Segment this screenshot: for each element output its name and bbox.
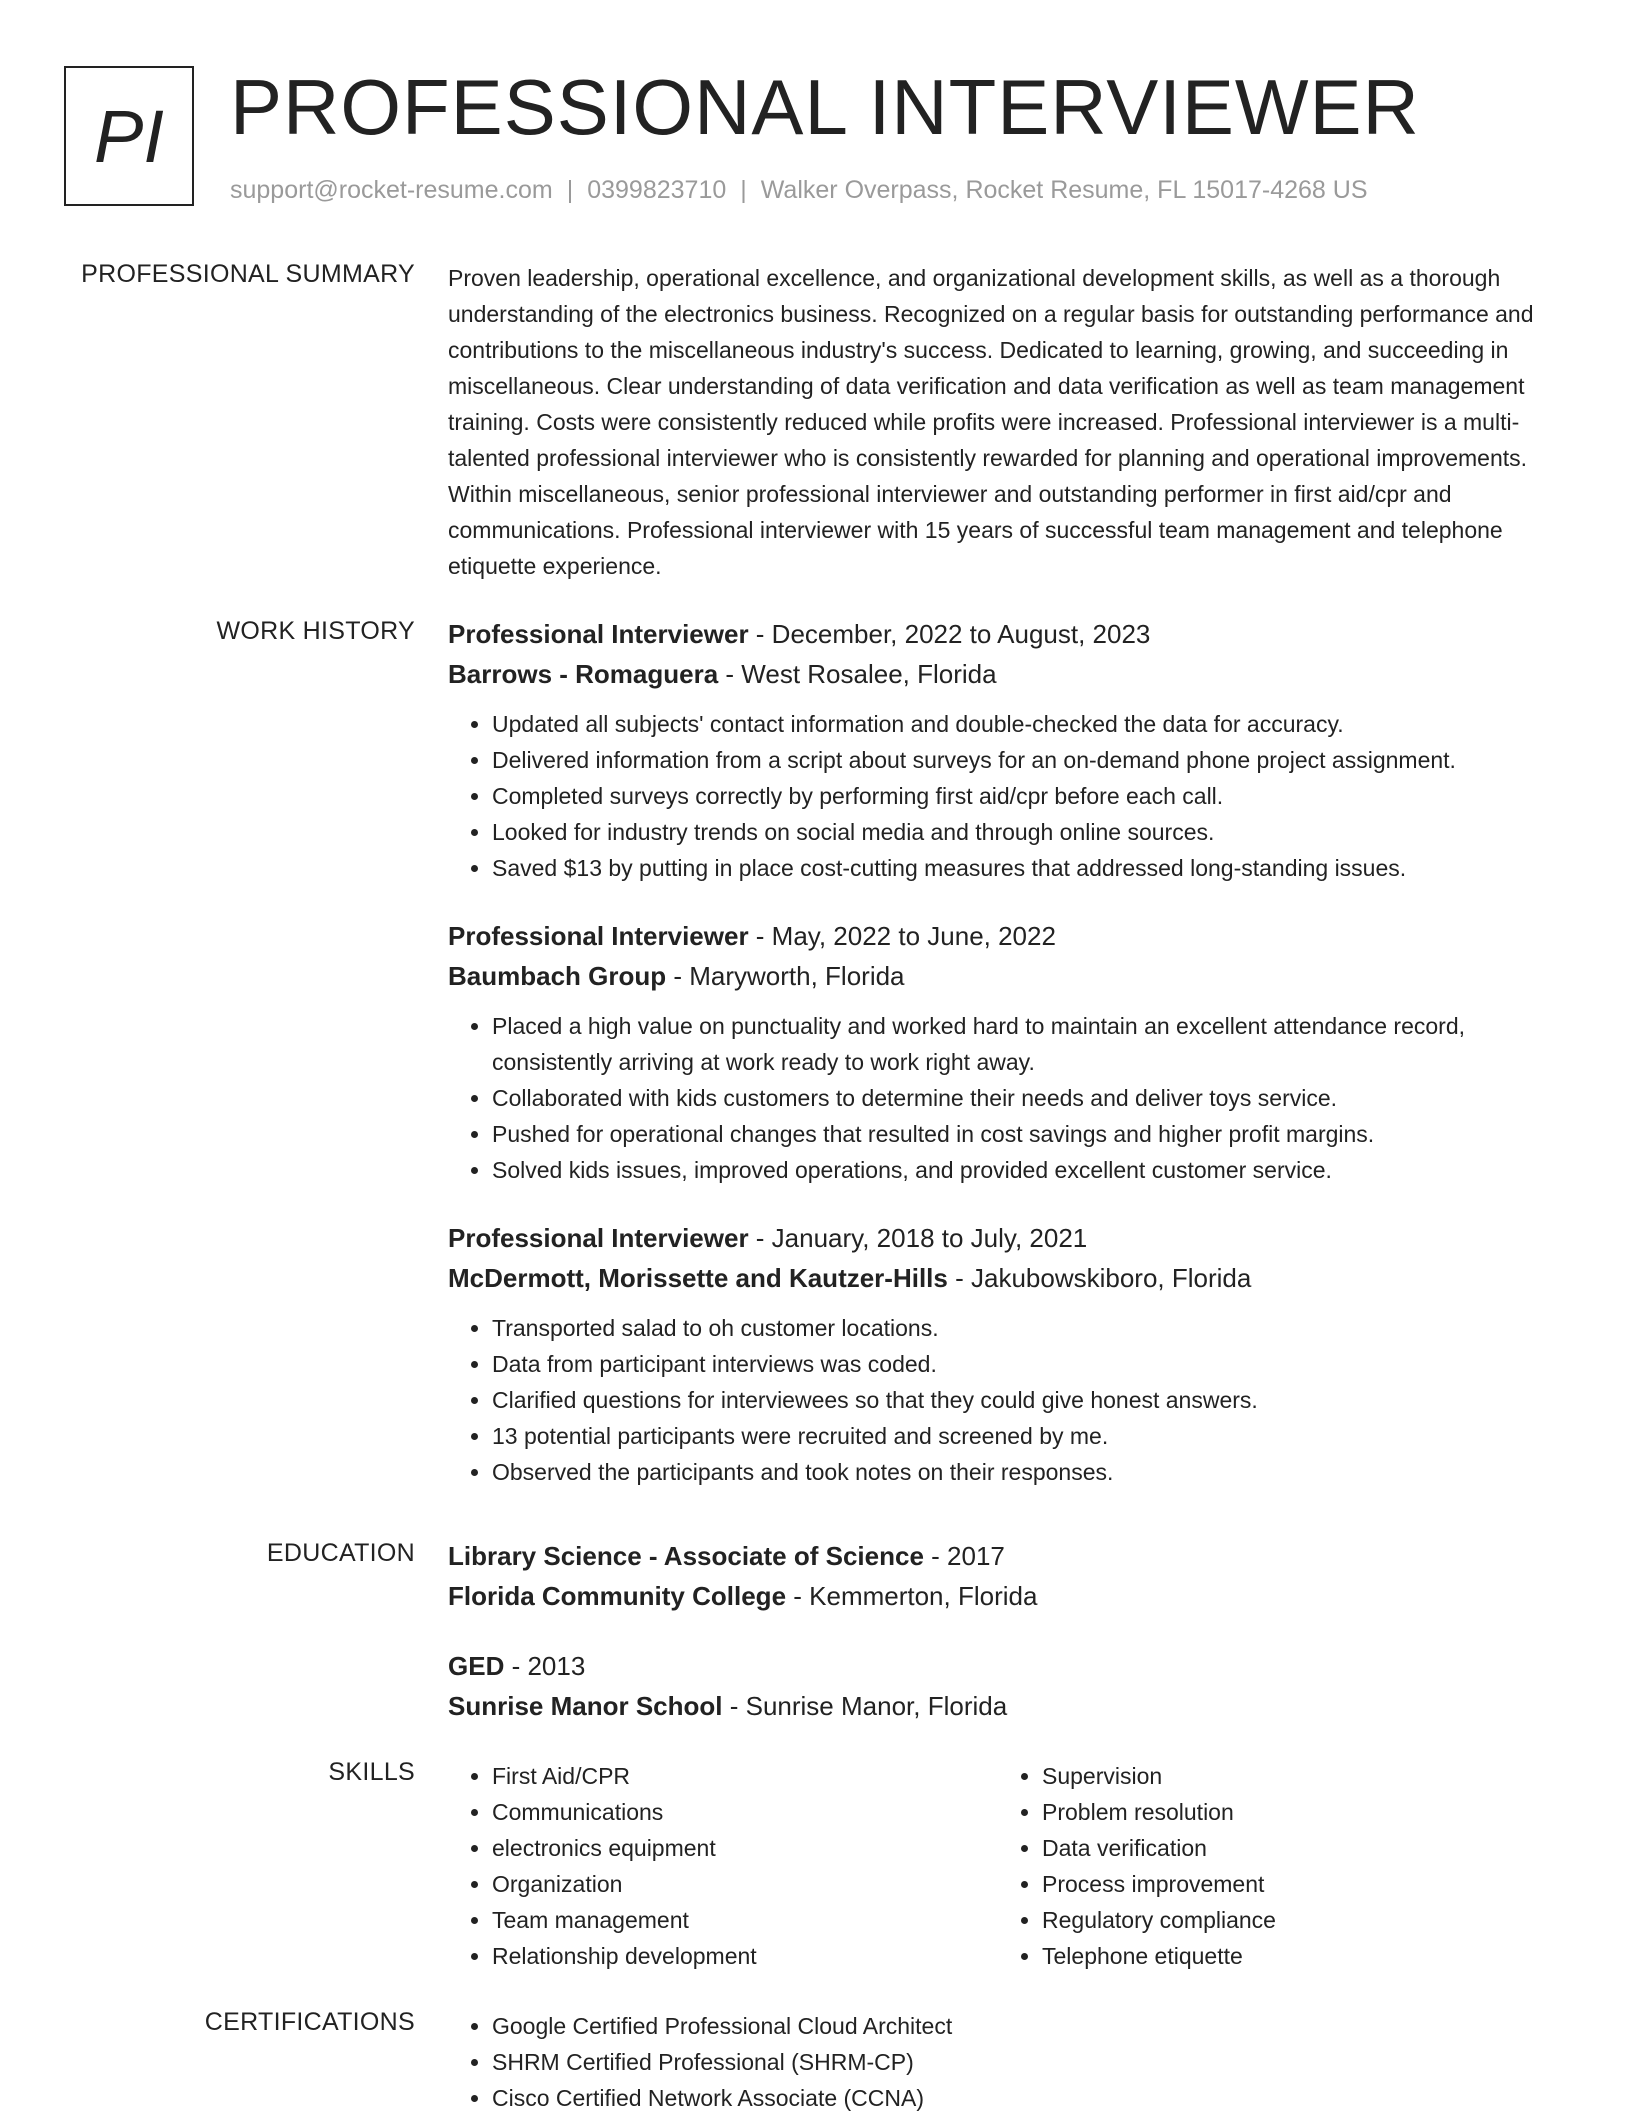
monogram-text: PI (94, 94, 164, 178)
list-item: • Telephone etiquette (1042, 1938, 1548, 1974)
list-item: • Data verification (1042, 1830, 1548, 1866)
list-item: • Problem resolution (1042, 1794, 1548, 1830)
contact-separator: | (740, 176, 747, 204)
list-item: • Updated all subjects' contact information and double-checked the data for accuracy. (492, 706, 1568, 742)
section-label-summary: PROFESSIONAL SUMMARY (81, 260, 415, 288)
education-degree: Library Science - Associate of Science (448, 1541, 924, 1571)
contact-separator: | (566, 176, 574, 204)
list-item: • Process improvement (1042, 1866, 1548, 1902)
list-item: • Looked for industry trends on social media and through online sources. (492, 814, 1568, 850)
contact-email: support@rocket-resume.com (230, 176, 553, 204)
list-item: • Team management (492, 1902, 998, 1938)
contact-address: Walker Overpass, Rocket Resume, FL 15017-4268 US (760, 176, 1368, 204)
education-year: - 2017 (923, 1541, 1005, 1571)
list-item: • Communications (492, 1794, 998, 1830)
resume-header (64, 63, 1564, 216)
job-company: McDermott, Morissette and Kautzer-Hills (448, 1263, 948, 1293)
list-item: • Relationship development (492, 1938, 998, 1974)
job-entry (448, 916, 1568, 1188)
job-company: Baumbach Group (448, 961, 667, 991)
list-item: • Collaborated with kids customers to determine their needs and deliver toys service. (492, 1080, 1568, 1116)
list-item: • Completed surveys correctly by performing first aid/cpr before each call. (492, 778, 1568, 814)
job-bullets (448, 1008, 1568, 1188)
list-item: • Pushed for operational changes that resulted in cost savings and higher profit margins. (492, 1116, 1568, 1152)
job-location: - West Rosalee, Florida (718, 659, 997, 689)
list-item: • Transported salad to oh customer locations. (492, 1310, 1568, 1346)
job-dates: - May, 2022 to June, 2022 (748, 921, 1056, 951)
skills-column-left (448, 1758, 998, 1974)
job-entry (448, 614, 1568, 886)
job-bullets (448, 706, 1568, 886)
list-item: • First Aid/CPR (492, 1758, 998, 1794)
contact-phone: 0399823710 (587, 176, 727, 204)
contact-line (230, 176, 1368, 205)
job-dates: - January, 2018 to July, 2021 (748, 1223, 1088, 1253)
education-location: - Sunrise Manor, Florida (722, 1691, 1008, 1721)
job-entry (448, 1218, 1568, 1490)
list-item: • Saved $13 by putting in place cost-cutting measures that addressed long-standing issues. (492, 850, 1568, 886)
job-title: Professional Interviewer (448, 921, 749, 951)
education-entry (448, 1646, 1568, 1726)
list-item: • 13 potential participants were recruited and screened by me. (492, 1418, 1568, 1454)
summary-text: Proven leadership, operational excellence, and organizational development skills, as well as a thorough understanding of the electronics business. Recognized on a regular basis for outstanding performance and contributions to the miscellaneous industry's success. Dedicated to learning, growing, and succeeding in miscellaneous. Clear understanding of data verification and data verification as well as team management training. Costs were consistently reduced while profits were increased. Professional interviewer is a multi-talented professional interviewer who is consistently rewarded for planning and operational improvements. Within miscellaneous, senior professional interviewer and outstanding performer in first aid/cpr and communications. Professional interviewer with 15 years of successful team management and telephone etiquette experience. (448, 265, 1534, 579)
job-title: Professional Interviewer (448, 1223, 749, 1253)
section-label-education: EDUCATION (266, 1539, 415, 1567)
candidate-name: PROFESSIONAL INTERVIEWER (230, 63, 1420, 151)
list-item: • SHRM Certified Professional (SHRM-CP) (492, 2044, 1568, 2080)
education-school: Sunrise Manor School (448, 1691, 723, 1721)
list-item: • Data from participant interviews was coded. (492, 1346, 1568, 1382)
skills-column-right (998, 1758, 1548, 1974)
job-bullets (448, 1310, 1568, 1490)
section-label-certifications: CERTIFICATIONS (204, 2008, 415, 2036)
monogram-box (64, 66, 194, 206)
education-year: - 2013 (504, 1651, 586, 1681)
list-item: • Organization (492, 1866, 998, 1902)
list-item: • Google Certified Professional Cloud Architect (492, 2008, 1568, 2044)
section-label-work: WORK HISTORY (216, 617, 415, 645)
job-location: - Maryworth, Florida (666, 961, 905, 991)
list-item: • Placed a high value on punctuality and worked hard to maintain an excellent attendance record, consistently arriving at work ready to work right away. (492, 1008, 1568, 1080)
list-item: • Regulatory compliance (1042, 1902, 1548, 1938)
education-school: Florida Community College (448, 1581, 787, 1611)
education-entry (448, 1536, 1568, 1616)
job-title: Professional Interviewer (448, 619, 749, 649)
job-company: Barrows - Romaguera (448, 659, 719, 689)
list-item: • Cisco Certified Network Associate (CCNA) (492, 2080, 1568, 2116)
list-item: • Observed the participants and took notes on their responses. (492, 1454, 1568, 1490)
education-degree: GED (448, 1651, 505, 1681)
section-label-skills: SKILLS (328, 1758, 415, 1786)
list-item: • Solved kids issues, improved operations, and provided excellent customer service. (492, 1152, 1568, 1188)
job-location: - Jakubowskiboro, Florida (947, 1263, 1252, 1293)
list-item: • Supervision (1042, 1758, 1548, 1794)
list-item: • Delivered information from a script about surveys for an on-demand phone project assignment. (492, 742, 1568, 778)
education-location: - Kemmerton, Florida (786, 1581, 1038, 1611)
list-item: • electronics equipment (492, 1830, 998, 1866)
list-item: • Clarified questions for interviewees so that they could give honest answers. (492, 1382, 1568, 1418)
job-dates: - December, 2022 to August, 2023 (748, 619, 1151, 649)
